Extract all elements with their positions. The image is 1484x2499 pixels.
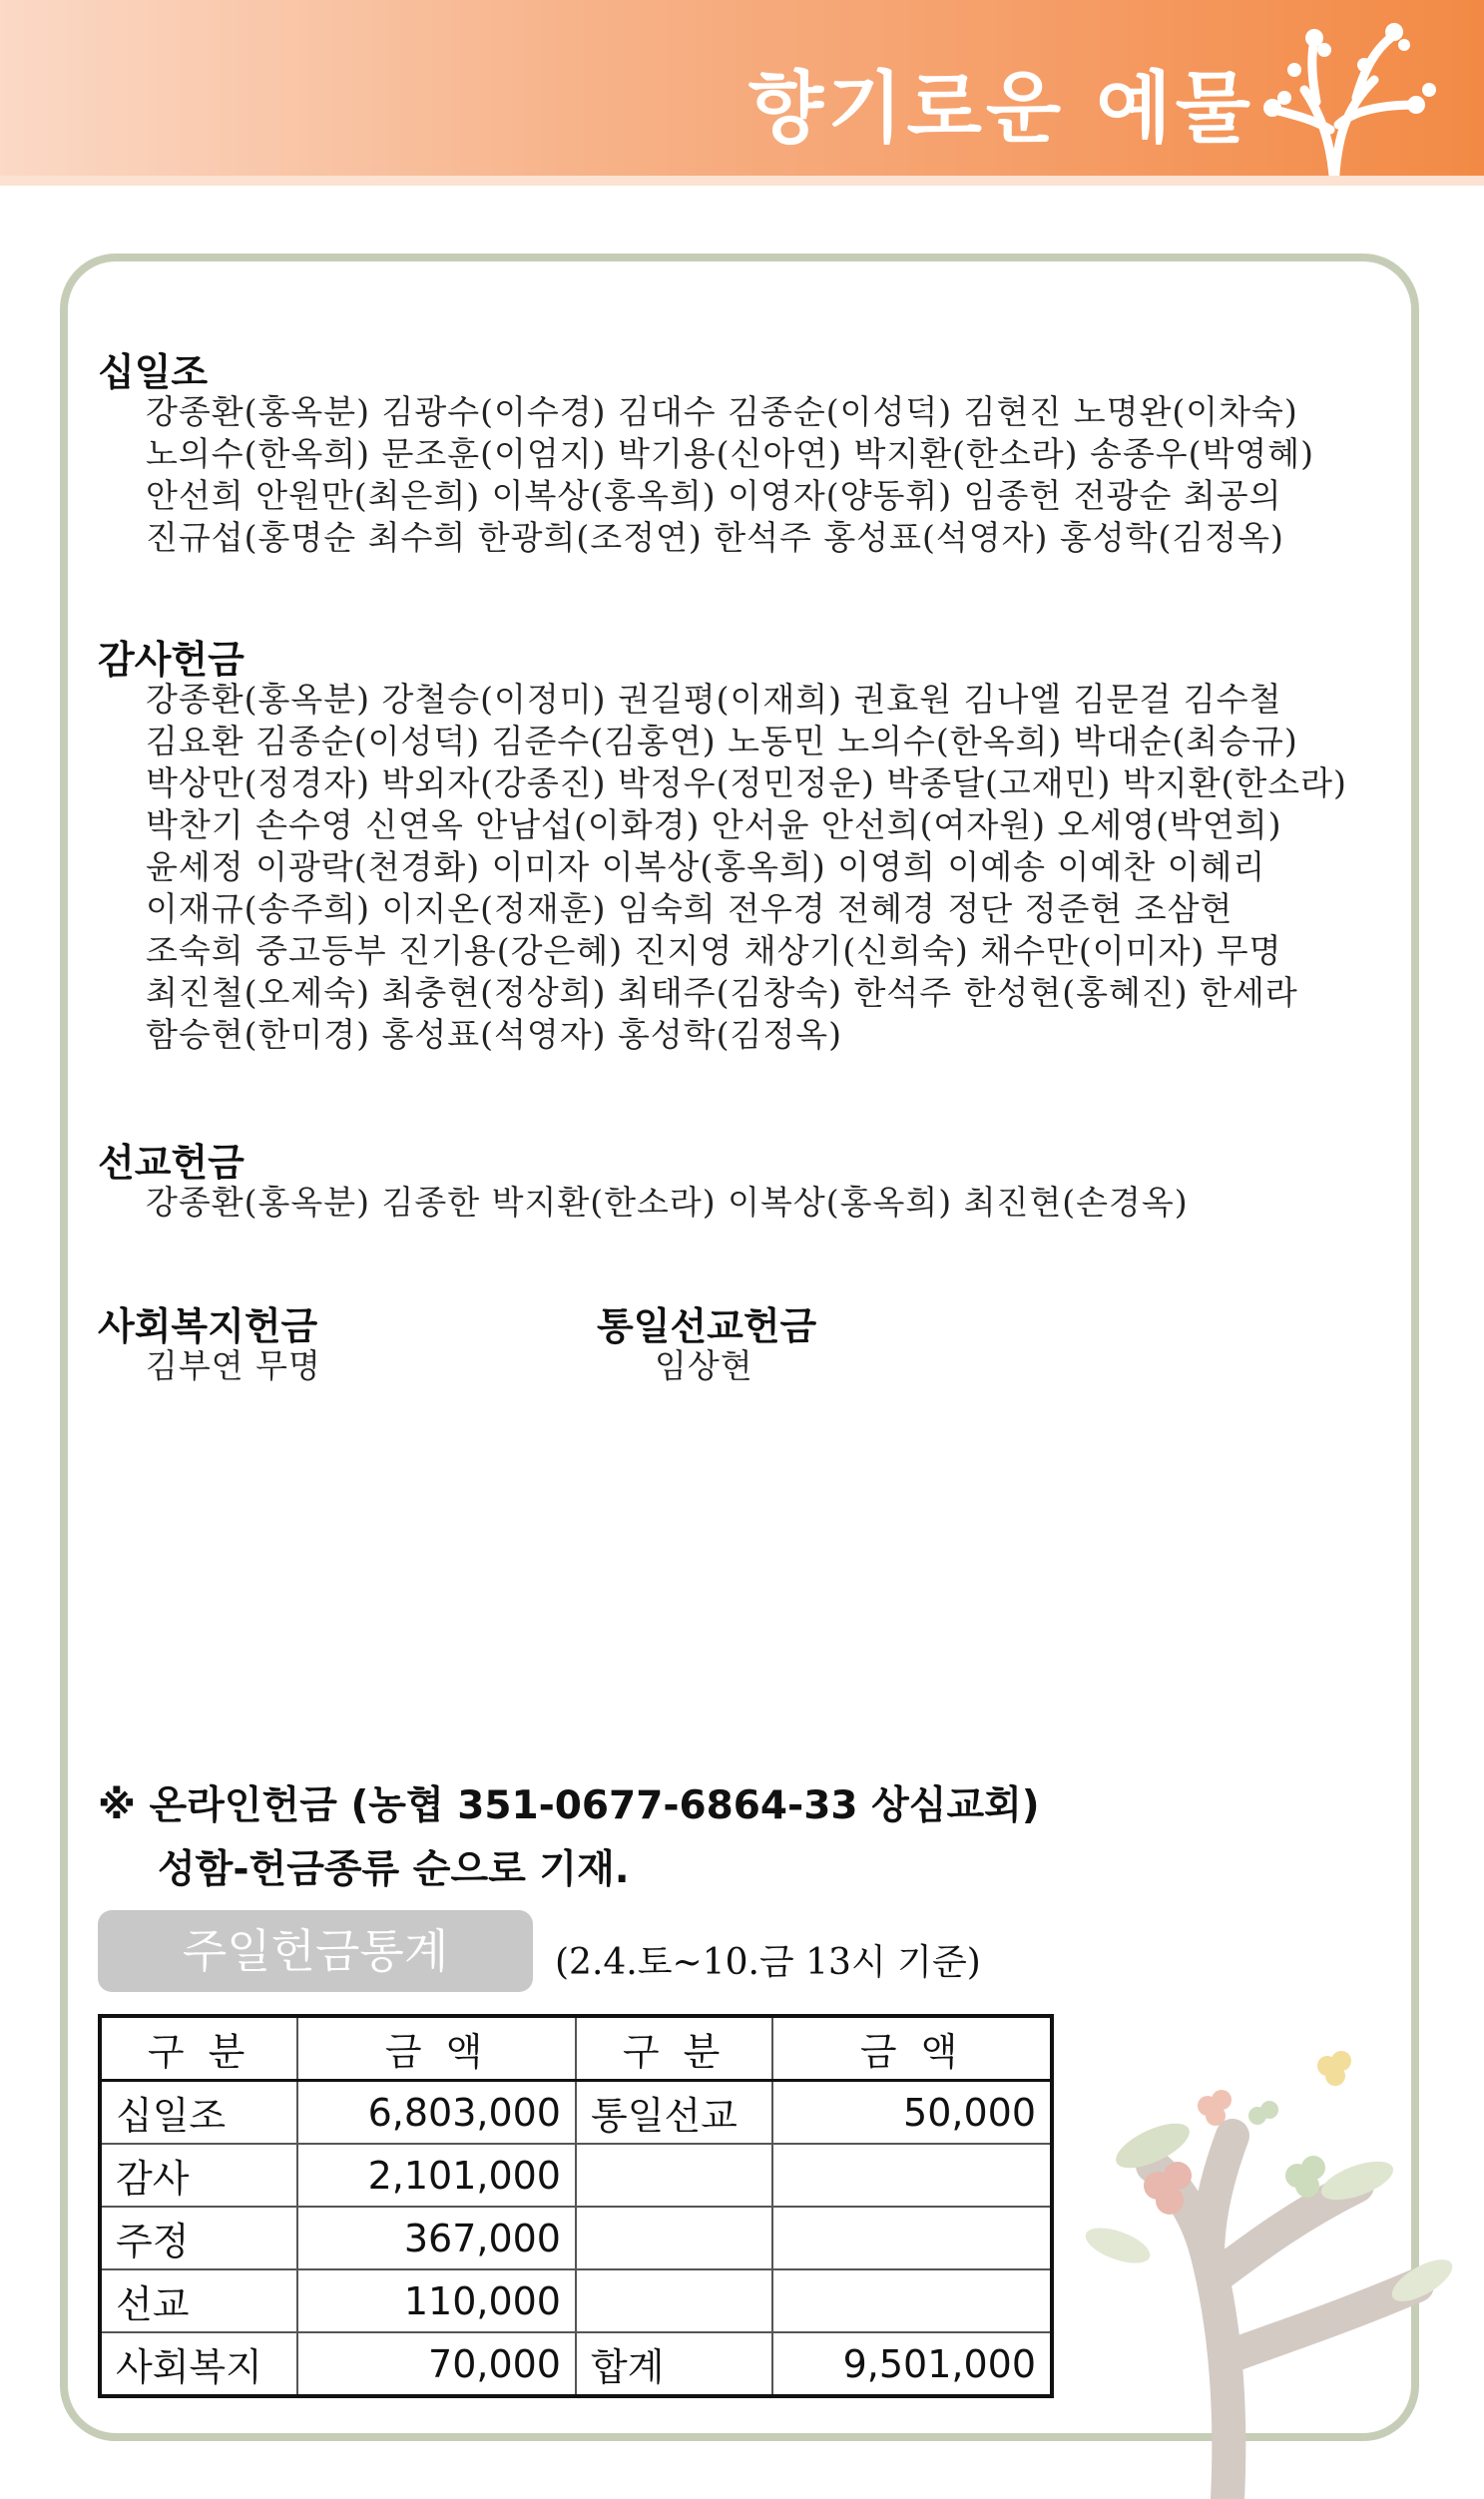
table-row	[100, 2269, 1052, 2332]
name-line: 진규섭(홍명순 최수희 한광희(조정연) 한석주 홍성표(석영자) 홍성학(김정옥)	[146, 518, 1284, 557]
welfare-title: 사회복지헌금	[98, 1304, 318, 1348]
category-cell	[576, 2269, 772, 2332]
mission-title: 선교헌금	[98, 1141, 245, 1185]
name-line: 박상만(정경자) 박외자(강종진) 박정우(정민정운) 박종달(고재민) 박지환(한소라)	[146, 763, 1347, 802]
category-cell: 십일조	[100, 2081, 297, 2145]
table-row	[100, 2144, 1052, 2207]
amount-cell: 50,000	[772, 2081, 1052, 2145]
amount-cell: 110,000	[297, 2269, 576, 2332]
tithe-title: 십일조	[98, 350, 209, 394]
amount-cell	[772, 2269, 1052, 2332]
name-line: 최진철(오제숙) 최충현(정상희) 최태주(김창숙) 한석주 한성현(홍혜진) 한세라	[146, 973, 1298, 1012]
name-line: 강종환(홍옥분) 김광수(이수경) 김대수 김종순(이성덕) 김현진 노명완(이차숙)	[146, 392, 1298, 431]
name-line: 강종환(홍옥분) 강철승(이정미) 권길평(이재희) 권효원 김나엘 김문걸 김수철	[146, 680, 1282, 719]
name-line: 이재규(송주희) 이지온(정재훈) 임숙희 전우경 전혜경 정단 정준현 조삼현	[146, 889, 1234, 928]
column-header: 구 분	[576, 2016, 772, 2081]
page-title: 향기로운 예물	[747, 64, 1254, 154]
name-line: 박찬기 손수영 신연옥 안남섭(이화경) 안서윤 안선희(여자원) 오세영(박연희)	[146, 805, 1282, 844]
unification-names	[655, 1345, 753, 1387]
column-header: 구 분	[100, 2016, 297, 2081]
amount-cell: 70,000	[297, 2332, 576, 2396]
tithe-names	[146, 391, 1314, 559]
category-cell: 선교	[100, 2269, 297, 2332]
category-cell: 사회복지	[100, 2332, 297, 2396]
name-line: 조숙희 중고등부 진기용(강은혜) 진지영 채상기(신희숙) 채수만(이미자) 무명	[146, 931, 1282, 970]
name-line: 강종환(홍옥분) 김종한 박지환(한소라) 이복상(홍옥희) 최진현(손경옥)	[146, 1183, 1189, 1222]
name-line: 함승현(한미경) 홍성표(석영자) 홍성학(김정옥)	[146, 1015, 843, 1054]
name-line: 안선희 안원만(최은희) 이복상(홍옥희) 이영자(양동휘) 임종헌 전광순 최공의	[146, 476, 1282, 515]
header-banner	[0, 0, 1484, 176]
category-cell	[576, 2207, 772, 2269]
category-cell	[576, 2144, 772, 2207]
name-line: 김부연 무명	[146, 1346, 321, 1385]
header-band	[0, 176, 1484, 186]
table-header-row	[100, 2016, 1052, 2081]
stats-badge: 주일헌금통계	[98, 1910, 533, 1992]
unification-title: 통일선교헌금	[597, 1304, 817, 1348]
column-header: 금 액	[297, 2016, 576, 2081]
amount-cell	[772, 2207, 1052, 2269]
name-line: 김요환 김종순(이성덕) 김준수(김홍연) 노동민 노의수(한옥희) 박대순(최승규)	[146, 722, 1298, 760]
category-cell: 통일선교	[576, 2081, 772, 2145]
welfare-names	[146, 1345, 321, 1387]
name-line: 윤세정 이광락(천경화) 이미자 이복상(홍옥희) 이영희 이예송 이예찬 이혜리	[146, 847, 1266, 886]
thanks-title: 감사헌금	[98, 638, 245, 682]
decorative-tree-icon	[1058, 2016, 1484, 2499]
table-row	[100, 2207, 1052, 2269]
name-line: 임상현	[655, 1346, 753, 1385]
table-row	[100, 2081, 1052, 2145]
amount-cell: 2,101,000	[297, 2144, 576, 2207]
tree-icon	[1225, 10, 1444, 190]
online-offering-notice: ※ 온라인헌금 (농협 351-0677-6864-33 상심교회)	[98, 1783, 1040, 1828]
online-offering-instruction: 성함-헌금종류 순으로 기재.	[158, 1847, 630, 1892]
category-cell: 주정	[100, 2207, 297, 2269]
thanks-names	[146, 679, 1347, 1056]
mission-names	[146, 1182, 1189, 1224]
category-cell: 감사	[100, 2144, 297, 2207]
name-line: 노의수(한옥희) 문조훈(이엄지) 박기용(신아연) 박지환(한소라) 송종우(박영혜)	[146, 434, 1315, 473]
column-header: 금 액	[772, 2016, 1052, 2081]
total-amount-cell: 9,501,000	[772, 2332, 1052, 2396]
amount-cell: 367,000	[297, 2207, 576, 2269]
total-label-cell: 합계	[576, 2332, 772, 2396]
amount-cell: 6,803,000	[297, 2081, 576, 2145]
offering-stats-table	[98, 2014, 1054, 2398]
amount-cell	[772, 2144, 1052, 2207]
table-row	[100, 2332, 1052, 2396]
stats-basis: (2.4.토~10.금 13시 기준)	[555, 1942, 981, 1983]
